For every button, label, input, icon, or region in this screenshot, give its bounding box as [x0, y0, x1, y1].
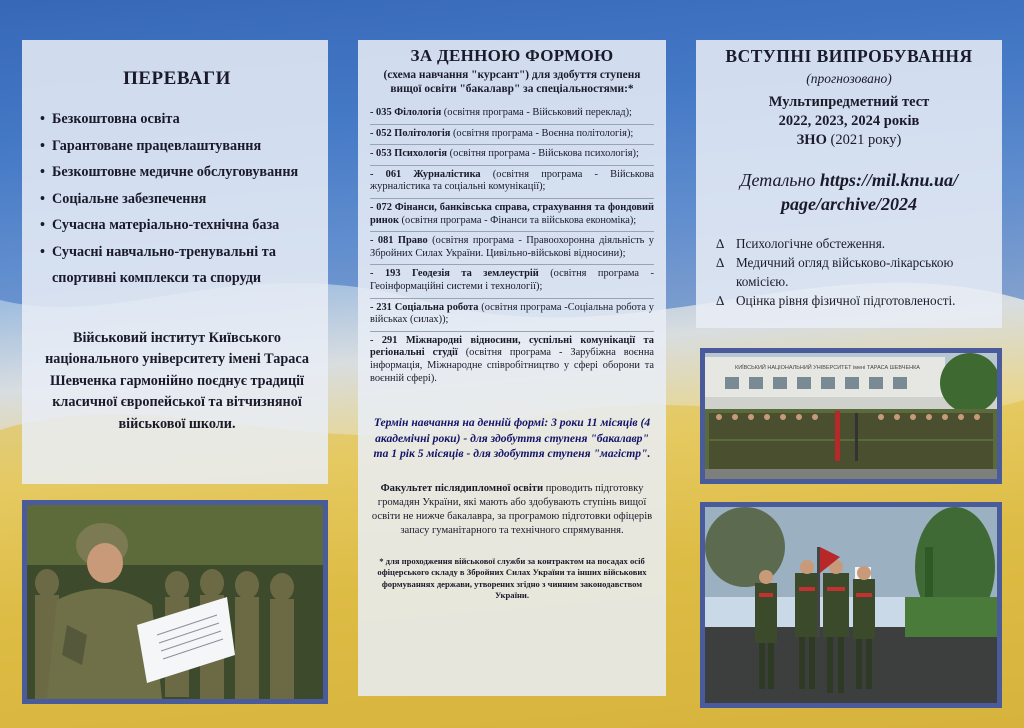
list-item: • Соціальне забезпечення: [40, 186, 314, 213]
specialty-desc: (освітня програма - Правоохоронна діяльність у Збройних Силах України. Цивільно-військові відносини);: [370, 235, 654, 259]
specialty-item: [370, 145, 654, 166]
details-prefix: Детально: [740, 170, 820, 190]
specialty-desc: (освітня програма - Воєнна політологія);: [450, 127, 634, 139]
test-years: 2022, 2023, 2024 років: [778, 113, 920, 129]
specialty-name: - 193 Геодезія та землеустрій: [370, 268, 539, 280]
specialty-name: - 231 Соціальна робота: [370, 301, 479, 313]
specialty-name: - 053 Психологія: [370, 148, 448, 160]
specialty-item: [370, 104, 654, 125]
advantages-list: [40, 106, 314, 292]
specialty-item: [370, 332, 654, 389]
check-text: Психологічне обстеження.: [736, 236, 886, 251]
check-text: Оцінка рівня фізичної підготовленості.: [736, 293, 956, 308]
check-text: Медичний огляд військово-лікарською комісією.: [736, 255, 954, 289]
specialty-item: [370, 125, 654, 146]
zno-label: ЗНО: [796, 132, 827, 148]
faculty-name: Факультет післядипломної освіти: [380, 482, 544, 494]
building-sign: КИЇВСЬКИЙ НАЦІОНАЛЬНИЙ УНІВЕРСИТЕТ імені ТАРАСА ШЕВЧЕНКА: [735, 365, 920, 371]
specialty-item: [370, 166, 654, 199]
institute-description: Військовий інститут Київського національного університету імені Тараса Шевченка гармонійно поєднує традиції класичної європейської та вітчизняної військової школи.: [45, 329, 309, 432]
entrance-exams-panel: [696, 40, 1002, 328]
test-line: Мультипредметний тест: [768, 94, 930, 110]
details-link[interactable]: https://mil.knu.ua/ page/archive/2024: [781, 170, 958, 214]
list-item: [716, 234, 992, 253]
list-item: [716, 291, 992, 310]
triangle-icon: ∆: [716, 255, 725, 270]
study-term: Термін навчання на денній формі: 3 роки 11 місяців (4 академічні роки) - для здобуття ступеня "бакалавр" та 1 рік 5 місяців - для здобуття ступеня "магістр".: [373, 416, 651, 461]
specialties-list: [370, 104, 654, 389]
specialty-desc: (освітня програма - Військова журналістика та соціальні комунікації);: [370, 168, 654, 193]
specialty-name: - 081 Право: [370, 235, 428, 247]
specialty-name: - 072 Фінанси, банківська справа, страхування та фондовий ринок: [370, 201, 654, 226]
advantages-title: ПЕРЕВАГИ: [123, 68, 231, 89]
zno-line: [706, 131, 992, 150]
full-time-title: ЗА ДЕННОЮ ФОРМОЮ: [410, 46, 614, 65]
zno-year: (2021 року): [826, 132, 902, 148]
list-item: • Сучасна матеріально-технічна база: [40, 212, 314, 239]
specialty-item: [370, 199, 654, 232]
footnote: * для проходження військової служби за контрактом на посадах осіб офіцерського складу в Збройних Силах України та інших військових формуваннях держави, утворених згідно з чинним законодавством України.: [377, 555, 647, 601]
specialty-desc: (освітня програма -Соціальна робота у військах (силах));: [370, 301, 654, 326]
oath-photo: [22, 500, 328, 704]
specialty-desc: (освітня програма - Військова психологія);: [447, 148, 639, 160]
forecast-note: (прогнозовано): [806, 71, 892, 86]
list-item: • Безкоштовне медичне обслуговування: [40, 159, 314, 186]
full-time-panel: [358, 40, 666, 696]
specialty-name: - 291 Міжнародні відносини, суспільні комунікації та регіональні студії: [370, 334, 654, 359]
specialty-item: [370, 265, 654, 298]
list-item: [716, 253, 992, 291]
march-photo: [700, 502, 1002, 708]
specialty-name: - 052 Політологія: [370, 127, 451, 139]
faculty-description: [370, 482, 654, 538]
specialty-name: - 035 Філологія: [370, 107, 442, 118]
list-item: • Сучасні навчально-тренувальні та спортивні комплекси та споруди: [40, 239, 314, 292]
entrance-exams-title: ВСТУПНІ ВИПРОБУВАННЯ: [725, 46, 973, 66]
specialty-desc: (освітня програма - Фінанси та військова економіка);: [398, 214, 637, 226]
full-time-subtitle: (схема навчання "курсант") для здобуття ступеня вищої освіти "бакалавр" за спеціальностями:*: [383, 69, 641, 95]
list-item: • Безкоштовна освіта: [40, 106, 314, 133]
list-item: • Гарантоване працевлаштування: [40, 133, 314, 160]
triangle-icon: ∆: [716, 236, 725, 251]
triangle-icon: ∆: [716, 293, 725, 308]
specialty-desc: (освітня програма - Зарубіжна воєнна інформація, Міжнародне співробітництво у сфері оборони та воєнній сфері).: [370, 347, 654, 384]
specialty-name: - 061 Журналістика: [370, 168, 481, 180]
details: [706, 168, 992, 216]
specialty-desc: (освітня програма - Геоінформаційні системи і технології);: [370, 268, 654, 292]
checks-list: [706, 234, 992, 310]
specialty-item: [370, 232, 654, 265]
faculty-text: проводить підготовку громадян України, які мають або здобувають ступінь вищої освіти не нижче бакалавра, за програмою підготовки офіцерів запасу гуманітарного та технічного спрямування.: [371, 482, 653, 536]
tests-info: [706, 93, 992, 150]
specialty-item: [370, 299, 654, 332]
university-building-photo: [700, 348, 1002, 484]
specialty-desc: (освітня програма - Військовий переклад);: [441, 107, 632, 118]
advantages-panel: [22, 40, 328, 484]
